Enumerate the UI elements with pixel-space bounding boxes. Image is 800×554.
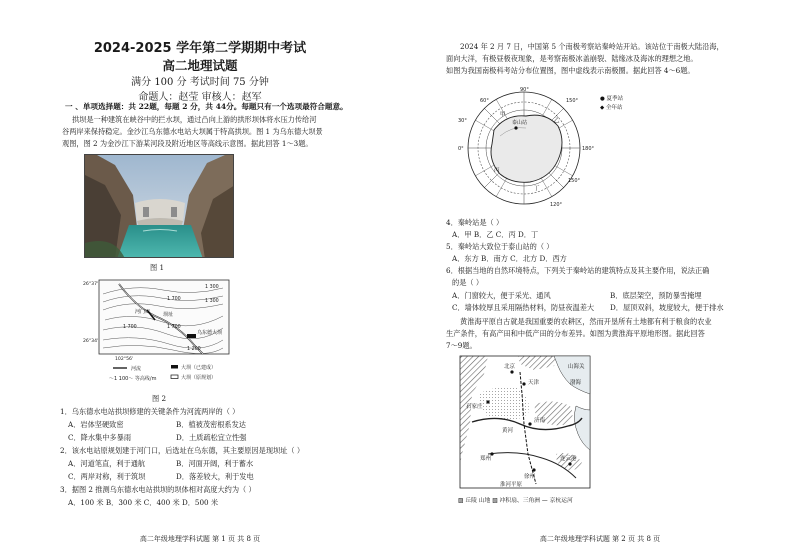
exam-title: 2024-2025 学年第二学期期中考试	[93, 41, 307, 56]
option[interactable]: B．河面开阔，利于蓄水	[176, 459, 254, 468]
option[interactable]: A．门窗较大，便于采光、通风	[452, 291, 551, 300]
place-label: 乌东德大坝	[197, 330, 223, 336]
huanghuaihai-plain-map	[458, 354, 616, 506]
map-label: 徐州	[524, 474, 536, 480]
map-label: 济南	[534, 418, 546, 424]
option[interactable]: B．植被茂密根系发达	[176, 420, 246, 429]
option[interactable]: C．降水集中多暴雨	[68, 433, 132, 442]
polar-map-graphic	[454, 86, 654, 216]
contour-label: 1 300	[205, 285, 219, 290]
exam-page-2	[400, 0, 800, 554]
map-label: 黄河	[502, 428, 514, 434]
question-6-stem: 6．根据当地的自然环境特点，下列关于秦岭站的建筑特点及其主要作用，说法正确	[446, 266, 710, 275]
station-jia: 甲	[500, 112, 506, 118]
question-4-options[interactable]: A．甲 B．乙 C．丙 D．丁	[452, 230, 539, 239]
contour-label: 1 300	[205, 299, 219, 304]
question-3-stem: 3．据图 2 推测乌东德水电站拱坝的坝体相对高度大约为（ ）	[60, 485, 256, 494]
place-label: 河门口	[135, 309, 151, 315]
place-label: 坝址	[163, 312, 174, 318]
intro-line: 2024 年 2 月 7 日，中国第 5 个南极考察站秦岭站开站。该站位于南极大陆沿海，	[460, 42, 724, 51]
map-label: 天津	[528, 380, 540, 386]
degree-label: 0°	[458, 146, 464, 152]
legend-summer-station: ● 夏季站	[600, 96, 624, 102]
option[interactable]: C．两岸对称，利于筑坝	[68, 472, 146, 481]
degree-label: 60°	[480, 98, 489, 104]
contour-label: 1 700	[123, 325, 137, 330]
map-label: 淮河平原	[500, 482, 523, 488]
dam-photo	[84, 154, 234, 258]
page-footer: 高二年级地理学科试题 第 1 页 共 8 页	[139, 535, 261, 543]
map-label: 石家庄	[466, 404, 483, 410]
degree-label: 90°	[520, 87, 529, 93]
option[interactable]: C．墙体较厚且采用隔热材料，防昼夜温差大	[452, 303, 595, 312]
lon-bottom-label: 102°56'	[115, 357, 134, 362]
intro-line: 面向大洋，有极昼极夜现象，是考察南极冰盖崩裂、陆缘冰及海冰的理想之地。	[446, 54, 698, 63]
lat-top-label: 26°37'	[83, 282, 99, 287]
degree-label: 30°	[458, 118, 467, 124]
authors-line: 命题人：赵莹 审核人：赵军	[138, 92, 262, 103]
map-legend: ▨ 丘陵 山地 ▧ 冲积扇、三角洲 — 京杭运河	[458, 498, 573, 504]
option[interactable]: D．土质疏松宜立性强	[176, 433, 247, 442]
intro-line: 生产条件，有高产田和中低产田的分布差异。如图为黄淮海平原地形图。据此回答	[446, 329, 705, 338]
legend-dam-planned: 大坝（原规划）	[181, 375, 217, 381]
figure-2-caption: 图 2	[152, 394, 167, 403]
contour-map	[83, 276, 238, 389]
contour-label: 1 200	[187, 347, 201, 352]
map-label: 山海关	[568, 364, 585, 370]
option[interactable]: D．屋顶双斜，坡度较大，便于排水	[610, 303, 724, 312]
map-label: 北京	[504, 364, 516, 370]
plain-map-graphic	[458, 354, 616, 506]
map-label: 渤海	[570, 380, 582, 386]
lat-bottom-label: 26°34'	[83, 339, 99, 344]
dam-photo-graphic	[85, 155, 234, 258]
legend-year-station: ◆ 全年站	[600, 105, 623, 111]
page-footer: 高二年级地理学科试题 第 2 页 共 8 页	[539, 535, 661, 543]
degree-label: 120°	[550, 202, 563, 208]
intro-line: 拱坝是一种建筑在峡谷中的拦水坝，通过凸向上游的拱形坝体将水压力传给河	[72, 115, 317, 124]
intro-line: 谷两岸来保持稳定。金沙江乌东德水电站大坝属于特高拱坝。图 1 为乌东德大坝景	[62, 127, 323, 136]
question-1-stem: 1．乌东德水电站拱坝修建的关键条件为河流两岸的（ ）	[60, 407, 240, 416]
degree-label: 180°	[582, 146, 595, 152]
figure-1-caption: 图 1	[150, 263, 165, 272]
intro-line: 观图，图 2 为金沙江下游某河段及附近地区等高线示意图。据此回答 1～3题。	[62, 139, 313, 148]
option[interactable]: D．落差较大，利于发电	[176, 472, 254, 481]
question-6-stem-cont: 的是（ ）	[452, 278, 484, 287]
station-ding: 丁	[534, 186, 540, 192]
question-5-stem: 5．秦岭站大致位于泰山站的（ ）	[446, 242, 554, 251]
question-2-stem: 2．该水电站原规划建于河门口，后选址在乌东德，其主要原因是现坝址（ ）	[60, 446, 305, 455]
legend-river: 河流	[131, 366, 142, 372]
intro-line: 黄淮海平原自古就是我国重要的农耕区，然而开垦所有土地都有利于粮食的农业	[460, 317, 712, 326]
question-5-options[interactable]: A．东方 B．南方 C．北方 D．西方	[452, 254, 567, 263]
station-yi: 乙	[554, 118, 560, 124]
contour-map-graphic	[83, 276, 238, 389]
option[interactable]: A．岩体坚硬致密	[68, 420, 124, 429]
score-time-line: 满分 100 分 考试时间 75 分钟	[131, 77, 269, 88]
contour-label: 1 700	[167, 325, 181, 330]
intro-line: 7～9题。	[446, 341, 477, 350]
degree-label: 150°	[566, 98, 579, 104]
intro-line: 如图为我国南极科考站分布位置图，图中虚线表示南极圈。据此回答 4～6题。	[446, 66, 695, 75]
degree-label: 150°	[568, 178, 581, 184]
option[interactable]: B．底层架空，预防暴雪掩埋	[610, 291, 702, 300]
station-taishan: 泰山站	[512, 120, 528, 126]
map-label: 郑州	[480, 456, 492, 462]
exam-subtitle: 高二地理试题	[162, 58, 238, 73]
contour-label: 1 700	[167, 297, 181, 302]
question-3-options[interactable]: A．100 米 B．300 米 C．400 米 D．500 米	[68, 498, 219, 507]
legend-contour: ～1 100～ 等高线/m	[109, 376, 157, 382]
option[interactable]: A．河道笔直，利于通航	[68, 459, 146, 468]
section-heading: 一 、单项选择题：共 22题，每题 2 分，共 44分。每题只有一个选项最符合题意。	[65, 102, 348, 111]
legend-dam-built: 大坝（已建成）	[181, 365, 217, 371]
map-label: 连云港	[560, 456, 577, 462]
dam-built-mark	[187, 334, 196, 338]
station-bing: 丙	[494, 168, 500, 174]
question-4-stem: 4．秦岭站是（ ）	[446, 218, 504, 227]
antarctic-station-map	[454, 86, 654, 216]
